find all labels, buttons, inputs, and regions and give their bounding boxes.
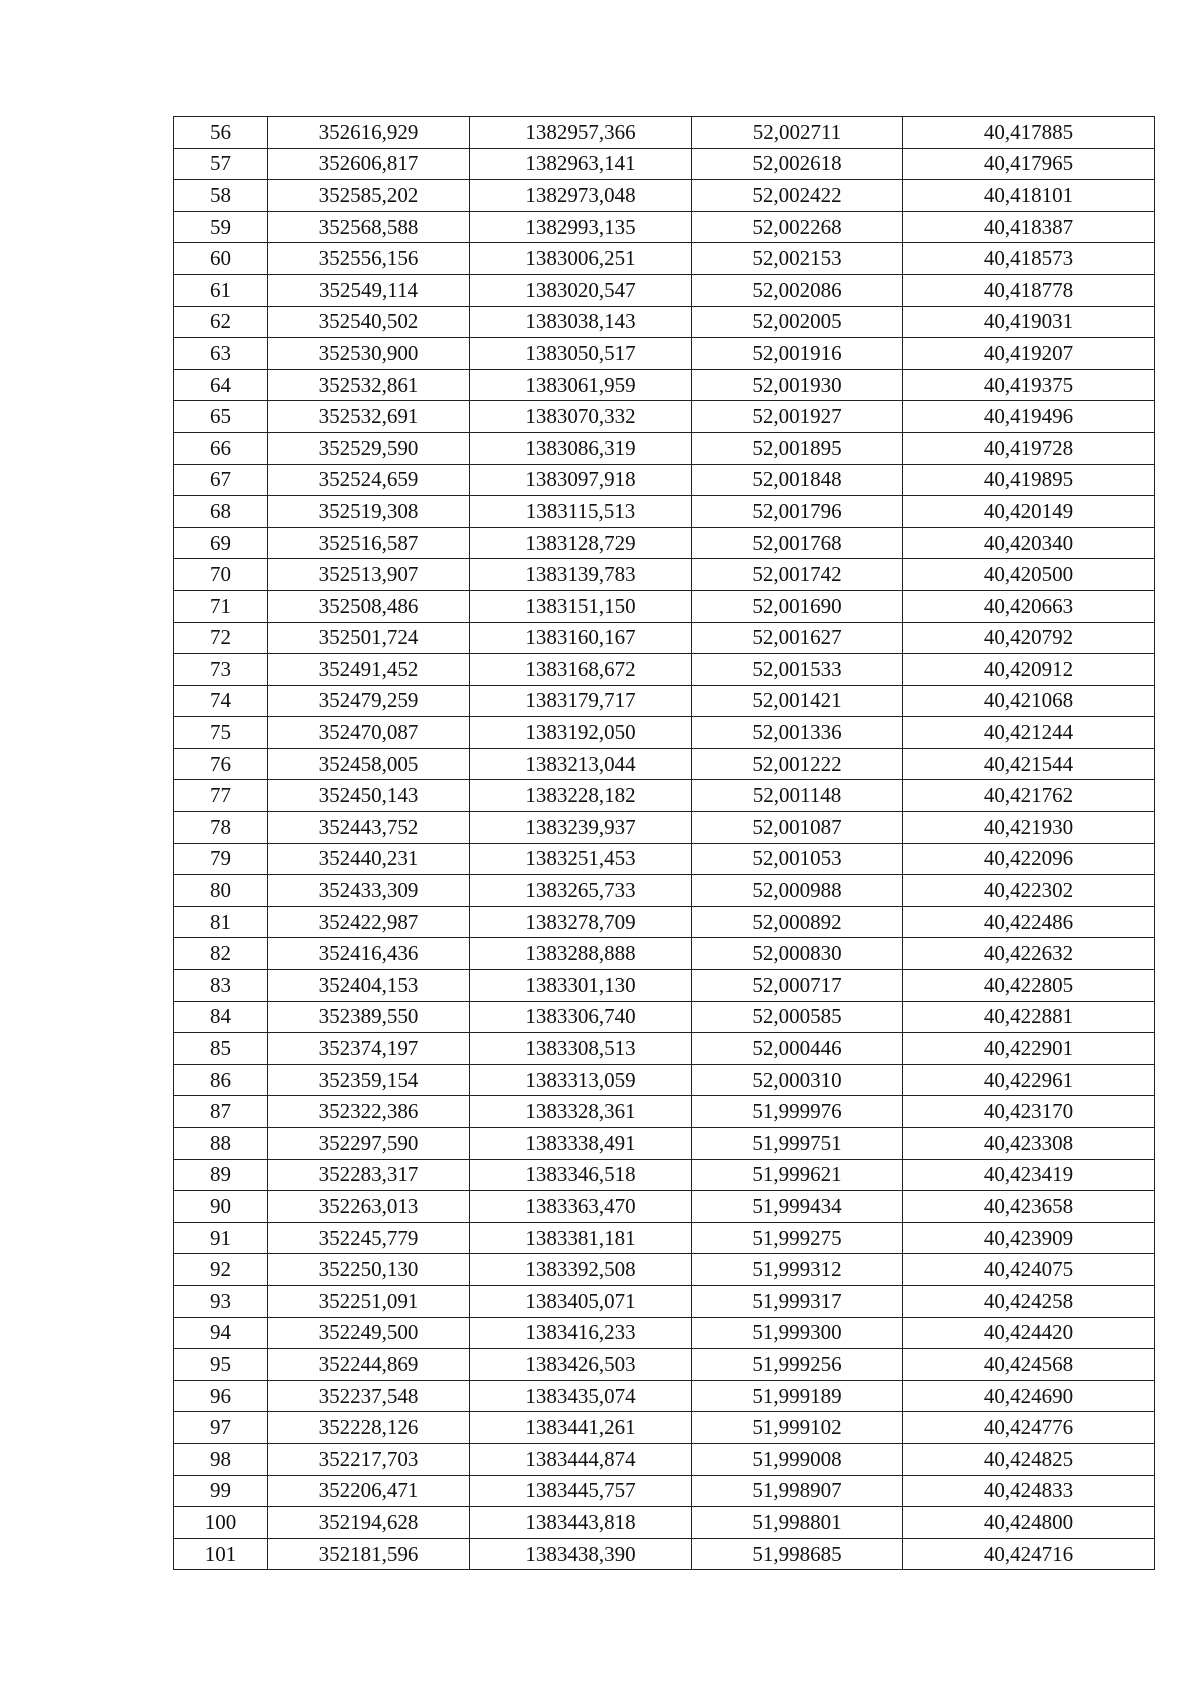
table-row — [174, 1128, 1155, 1160]
longitude-cell: 52,001690 — [692, 590, 903, 622]
point-number-cell: 72 — [174, 622, 268, 654]
longitude-cell: 51,998907 — [692, 1475, 903, 1507]
latitude-cell: 40,417965 — [903, 148, 1155, 180]
table-row — [174, 1285, 1155, 1317]
point-number-cell: 88 — [174, 1128, 268, 1160]
table-row — [174, 243, 1155, 275]
longitude-cell: 52,000310 — [692, 1064, 903, 1096]
longitude-cell: 52,002422 — [692, 180, 903, 212]
x-coordinate-cell: 352404,153 — [268, 970, 470, 1002]
table-row — [174, 1191, 1155, 1223]
y-coordinate-cell: 1383228,182 — [470, 780, 692, 812]
latitude-cell: 40,424690 — [903, 1380, 1155, 1412]
table-row — [174, 1507, 1155, 1539]
y-coordinate-cell: 1383097,918 — [470, 464, 692, 496]
table-row — [174, 1254, 1155, 1286]
point-number-cell: 93 — [174, 1285, 268, 1317]
latitude-cell: 40,421930 — [903, 812, 1155, 844]
longitude-cell: 52,001768 — [692, 527, 903, 559]
y-coordinate-cell: 1383438,390 — [470, 1538, 692, 1570]
x-coordinate-cell: 352491,452 — [268, 654, 470, 686]
point-number-cell: 57 — [174, 148, 268, 180]
latitude-cell: 40,424716 — [903, 1538, 1155, 1570]
x-coordinate-cell: 352237,548 — [268, 1380, 470, 1412]
x-coordinate-cell: 352549,114 — [268, 274, 470, 306]
latitude-cell: 40,418573 — [903, 243, 1155, 275]
y-coordinate-cell: 1383441,261 — [470, 1412, 692, 1444]
longitude-cell: 52,002005 — [692, 306, 903, 338]
x-coordinate-cell: 352508,486 — [268, 590, 470, 622]
table-row — [174, 180, 1155, 212]
latitude-cell: 40,418101 — [903, 180, 1155, 212]
x-coordinate-cell: 352322,386 — [268, 1096, 470, 1128]
x-coordinate-cell: 352206,471 — [268, 1475, 470, 1507]
longitude-cell: 51,999008 — [692, 1443, 903, 1475]
longitude-cell: 51,999976 — [692, 1096, 903, 1128]
y-coordinate-cell: 1383443,818 — [470, 1507, 692, 1539]
y-coordinate-cell: 1383213,044 — [470, 748, 692, 780]
y-coordinate-cell: 1383251,453 — [470, 843, 692, 875]
point-number-cell: 73 — [174, 654, 268, 686]
point-number-cell: 71 — [174, 590, 268, 622]
table-row — [174, 843, 1155, 875]
y-coordinate-cell: 1383392,508 — [470, 1254, 692, 1286]
latitude-cell: 40,424833 — [903, 1475, 1155, 1507]
x-coordinate-cell: 352251,091 — [268, 1285, 470, 1317]
y-coordinate-cell: 1383381,181 — [470, 1222, 692, 1254]
point-number-cell: 63 — [174, 338, 268, 370]
point-number-cell: 99 — [174, 1475, 268, 1507]
y-coordinate-cell: 1383160,167 — [470, 622, 692, 654]
y-coordinate-cell: 1383086,319 — [470, 432, 692, 464]
point-number-cell: 78 — [174, 812, 268, 844]
y-coordinate-cell: 1383151,150 — [470, 590, 692, 622]
latitude-cell: 40,422302 — [903, 875, 1155, 907]
point-number-cell: 82 — [174, 938, 268, 970]
latitude-cell: 40,419496 — [903, 401, 1155, 433]
table-row — [174, 1475, 1155, 1507]
table-row — [174, 1443, 1155, 1475]
x-coordinate-cell: 352244,869 — [268, 1349, 470, 1381]
latitude-cell: 40,423170 — [903, 1096, 1155, 1128]
x-coordinate-cell: 352479,259 — [268, 685, 470, 717]
y-coordinate-cell: 1383020,547 — [470, 274, 692, 306]
x-coordinate-cell: 352606,817 — [268, 148, 470, 180]
x-coordinate-cell: 352532,861 — [268, 369, 470, 401]
x-coordinate-cell: 352450,143 — [268, 780, 470, 812]
longitude-cell: 52,002268 — [692, 211, 903, 243]
point-number-cell: 92 — [174, 1254, 268, 1286]
latitude-cell: 40,422881 — [903, 1001, 1155, 1033]
longitude-cell: 52,001742 — [692, 559, 903, 591]
point-number-cell: 101 — [174, 1538, 268, 1570]
y-coordinate-cell: 1383306,740 — [470, 1001, 692, 1033]
latitude-cell: 40,418778 — [903, 274, 1155, 306]
latitude-cell: 40,422632 — [903, 938, 1155, 970]
latitude-cell: 40,422901 — [903, 1033, 1155, 1065]
latitude-cell: 40,424075 — [903, 1254, 1155, 1286]
latitude-cell: 40,420340 — [903, 527, 1155, 559]
latitude-cell: 40,423308 — [903, 1128, 1155, 1160]
latitude-cell: 40,423419 — [903, 1159, 1155, 1191]
x-coordinate-cell: 352540,502 — [268, 306, 470, 338]
point-number-cell: 85 — [174, 1033, 268, 1065]
longitude-cell: 51,999256 — [692, 1349, 903, 1381]
x-coordinate-cell: 352529,590 — [268, 432, 470, 464]
x-coordinate-cell: 352374,197 — [268, 1033, 470, 1065]
longitude-cell: 52,001148 — [692, 780, 903, 812]
y-coordinate-cell: 1383179,717 — [470, 685, 692, 717]
latitude-cell: 40,420149 — [903, 496, 1155, 528]
longitude-cell: 52,001336 — [692, 717, 903, 749]
point-number-cell: 86 — [174, 1064, 268, 1096]
point-number-cell: 90 — [174, 1191, 268, 1223]
y-coordinate-cell: 1383192,050 — [470, 717, 692, 749]
point-number-cell: 91 — [174, 1222, 268, 1254]
longitude-cell: 52,001222 — [692, 748, 903, 780]
longitude-cell: 52,001087 — [692, 812, 903, 844]
longitude-cell: 51,999102 — [692, 1412, 903, 1444]
latitude-cell: 40,420912 — [903, 654, 1155, 686]
x-coordinate-cell: 352194,628 — [268, 1507, 470, 1539]
table-row — [174, 1033, 1155, 1065]
x-coordinate-cell: 352228,126 — [268, 1412, 470, 1444]
x-coordinate-cell: 352422,987 — [268, 906, 470, 938]
longitude-cell: 52,002618 — [692, 148, 903, 180]
latitude-cell: 40,419728 — [903, 432, 1155, 464]
table-row — [174, 1064, 1155, 1096]
table-row — [174, 1380, 1155, 1412]
y-coordinate-cell: 1383239,937 — [470, 812, 692, 844]
table-row — [174, 117, 1155, 149]
latitude-cell: 40,420500 — [903, 559, 1155, 591]
point-number-cell: 98 — [174, 1443, 268, 1475]
point-number-cell: 66 — [174, 432, 268, 464]
table-row — [174, 1538, 1155, 1570]
x-coordinate-cell: 352359,154 — [268, 1064, 470, 1096]
latitude-cell: 40,423658 — [903, 1191, 1155, 1223]
x-coordinate-cell: 352250,130 — [268, 1254, 470, 1286]
latitude-cell: 40,419375 — [903, 369, 1155, 401]
x-coordinate-cell: 352458,005 — [268, 748, 470, 780]
x-coordinate-cell: 352532,691 — [268, 401, 470, 433]
point-number-cell: 74 — [174, 685, 268, 717]
longitude-cell: 52,001421 — [692, 685, 903, 717]
longitude-cell: 51,999312 — [692, 1254, 903, 1286]
point-number-cell: 61 — [174, 274, 268, 306]
point-number-cell: 62 — [174, 306, 268, 338]
x-coordinate-cell: 352516,587 — [268, 527, 470, 559]
y-coordinate-cell: 1383338,491 — [470, 1128, 692, 1160]
point-number-cell: 84 — [174, 1001, 268, 1033]
y-coordinate-cell: 1383308,513 — [470, 1033, 692, 1065]
table-row — [174, 590, 1155, 622]
longitude-cell: 52,002086 — [692, 274, 903, 306]
latitude-cell: 40,420792 — [903, 622, 1155, 654]
point-number-cell: 70 — [174, 559, 268, 591]
x-coordinate-cell: 352389,550 — [268, 1001, 470, 1033]
latitude-cell: 40,419031 — [903, 306, 1155, 338]
longitude-cell: 52,002153 — [692, 243, 903, 275]
y-coordinate-cell: 1383139,783 — [470, 559, 692, 591]
latitude-cell: 40,424258 — [903, 1285, 1155, 1317]
x-coordinate-cell: 352249,500 — [268, 1317, 470, 1349]
table-row — [174, 464, 1155, 496]
x-coordinate-cell: 352568,588 — [268, 211, 470, 243]
point-number-cell: 83 — [174, 970, 268, 1002]
coordinates-table — [173, 116, 1155, 1570]
table-row — [174, 1349, 1155, 1381]
point-number-cell: 56 — [174, 117, 268, 149]
table-row — [174, 622, 1155, 654]
x-coordinate-cell: 352217,703 — [268, 1443, 470, 1475]
y-coordinate-cell: 1383115,513 — [470, 496, 692, 528]
table-row — [174, 148, 1155, 180]
table-row — [174, 338, 1155, 370]
table-row — [174, 1159, 1155, 1191]
longitude-cell: 52,000446 — [692, 1033, 903, 1065]
point-number-cell: 79 — [174, 843, 268, 875]
point-number-cell: 65 — [174, 401, 268, 433]
x-coordinate-cell: 352616,929 — [268, 117, 470, 149]
x-coordinate-cell: 352297,590 — [268, 1128, 470, 1160]
table-row — [174, 559, 1155, 591]
y-coordinate-cell: 1383426,503 — [470, 1349, 692, 1381]
point-number-cell: 64 — [174, 369, 268, 401]
x-coordinate-cell: 352440,231 — [268, 843, 470, 875]
y-coordinate-cell: 1382993,135 — [470, 211, 692, 243]
x-coordinate-cell: 352181,596 — [268, 1538, 470, 1570]
latitude-cell: 40,424420 — [903, 1317, 1155, 1349]
table-row — [174, 685, 1155, 717]
point-number-cell: 89 — [174, 1159, 268, 1191]
latitude-cell: 40,420663 — [903, 590, 1155, 622]
table-row — [174, 211, 1155, 243]
point-number-cell: 59 — [174, 211, 268, 243]
point-number-cell: 77 — [174, 780, 268, 812]
table-row — [174, 1412, 1155, 1444]
table-row — [174, 496, 1155, 528]
longitude-cell: 51,999300 — [692, 1317, 903, 1349]
longitude-cell: 52,001927 — [692, 401, 903, 433]
x-coordinate-cell: 352501,724 — [268, 622, 470, 654]
x-coordinate-cell: 352556,156 — [268, 243, 470, 275]
table-row — [174, 527, 1155, 559]
point-number-cell: 95 — [174, 1349, 268, 1381]
y-coordinate-cell: 1382973,048 — [470, 180, 692, 212]
y-coordinate-cell: 1383301,130 — [470, 970, 692, 1002]
point-number-cell: 81 — [174, 906, 268, 938]
latitude-cell: 40,421068 — [903, 685, 1155, 717]
y-coordinate-cell: 1383128,729 — [470, 527, 692, 559]
latitude-cell: 40,418387 — [903, 211, 1155, 243]
table-row — [174, 938, 1155, 970]
longitude-cell: 52,001895 — [692, 432, 903, 464]
x-coordinate-cell: 352470,087 — [268, 717, 470, 749]
y-coordinate-cell: 1383416,233 — [470, 1317, 692, 1349]
table-row — [174, 1222, 1155, 1254]
table-row — [174, 654, 1155, 686]
latitude-cell: 40,424568 — [903, 1349, 1155, 1381]
point-number-cell: 60 — [174, 243, 268, 275]
latitude-cell: 40,422961 — [903, 1064, 1155, 1096]
x-coordinate-cell: 352585,202 — [268, 180, 470, 212]
y-coordinate-cell: 1383346,518 — [470, 1159, 692, 1191]
longitude-cell: 52,002711 — [692, 117, 903, 149]
table-row — [174, 369, 1155, 401]
latitude-cell: 40,422486 — [903, 906, 1155, 938]
longitude-cell: 51,999621 — [692, 1159, 903, 1191]
point-number-cell: 67 — [174, 464, 268, 496]
x-coordinate-cell: 352443,752 — [268, 812, 470, 844]
longitude-cell: 52,000585 — [692, 1001, 903, 1033]
table-row — [174, 1317, 1155, 1349]
table-row — [174, 717, 1155, 749]
x-coordinate-cell: 352433,309 — [268, 875, 470, 907]
latitude-cell: 40,422096 — [903, 843, 1155, 875]
point-number-cell: 97 — [174, 1412, 268, 1444]
y-coordinate-cell: 1383288,888 — [470, 938, 692, 970]
point-number-cell: 58 — [174, 180, 268, 212]
y-coordinate-cell: 1382957,366 — [470, 117, 692, 149]
y-coordinate-cell: 1383050,517 — [470, 338, 692, 370]
longitude-cell: 52,000830 — [692, 938, 903, 970]
point-number-cell: 100 — [174, 1507, 268, 1539]
table-row — [174, 1096, 1155, 1128]
y-coordinate-cell: 1383061,959 — [470, 369, 692, 401]
y-coordinate-cell: 1383444,874 — [470, 1443, 692, 1475]
point-number-cell: 69 — [174, 527, 268, 559]
y-coordinate-cell: 1383435,074 — [470, 1380, 692, 1412]
longitude-cell: 51,998801 — [692, 1507, 903, 1539]
longitude-cell: 51,998685 — [692, 1538, 903, 1570]
latitude-cell: 40,419895 — [903, 464, 1155, 496]
table-row — [174, 780, 1155, 812]
y-coordinate-cell: 1383038,143 — [470, 306, 692, 338]
y-coordinate-cell: 1382963,141 — [470, 148, 692, 180]
longitude-cell: 52,001627 — [692, 622, 903, 654]
y-coordinate-cell: 1383363,470 — [470, 1191, 692, 1223]
table-row — [174, 274, 1155, 306]
table-row — [174, 306, 1155, 338]
latitude-cell: 40,421762 — [903, 780, 1155, 812]
x-coordinate-cell: 352283,317 — [268, 1159, 470, 1191]
longitude-cell: 51,999275 — [692, 1222, 903, 1254]
point-number-cell: 94 — [174, 1317, 268, 1349]
latitude-cell: 40,424800 — [903, 1507, 1155, 1539]
latitude-cell: 40,424776 — [903, 1412, 1155, 1444]
longitude-cell: 52,000988 — [692, 875, 903, 907]
latitude-cell: 40,421544 — [903, 748, 1155, 780]
latitude-cell: 40,419207 — [903, 338, 1155, 370]
x-coordinate-cell: 352519,308 — [268, 496, 470, 528]
point-number-cell: 80 — [174, 875, 268, 907]
y-coordinate-cell: 1383006,251 — [470, 243, 692, 275]
x-coordinate-cell: 352263,013 — [268, 1191, 470, 1223]
y-coordinate-cell: 1383278,709 — [470, 906, 692, 938]
longitude-cell: 52,001796 — [692, 496, 903, 528]
longitude-cell: 52,001930 — [692, 369, 903, 401]
latitude-cell: 40,423909 — [903, 1222, 1155, 1254]
x-coordinate-cell: 352530,900 — [268, 338, 470, 370]
longitude-cell: 52,000892 — [692, 906, 903, 938]
latitude-cell: 40,422805 — [903, 970, 1155, 1002]
y-coordinate-cell: 1383265,733 — [470, 875, 692, 907]
longitude-cell: 52,001533 — [692, 654, 903, 686]
table-row — [174, 432, 1155, 464]
longitude-cell: 51,999434 — [692, 1191, 903, 1223]
table-row — [174, 875, 1155, 907]
longitude-cell: 52,001916 — [692, 338, 903, 370]
point-number-cell: 76 — [174, 748, 268, 780]
x-coordinate-cell: 352416,436 — [268, 938, 470, 970]
longitude-cell: 52,000717 — [692, 970, 903, 1002]
table-row — [174, 748, 1155, 780]
table-row — [174, 906, 1155, 938]
latitude-cell: 40,424825 — [903, 1443, 1155, 1475]
y-coordinate-cell: 1383405,071 — [470, 1285, 692, 1317]
point-number-cell: 96 — [174, 1380, 268, 1412]
table-row — [174, 812, 1155, 844]
longitude-cell: 51,999189 — [692, 1380, 903, 1412]
latitude-cell: 40,421244 — [903, 717, 1155, 749]
y-coordinate-cell: 1383328,361 — [470, 1096, 692, 1128]
x-coordinate-cell: 352513,907 — [268, 559, 470, 591]
point-number-cell: 75 — [174, 717, 268, 749]
table-row — [174, 970, 1155, 1002]
longitude-cell: 51,999751 — [692, 1128, 903, 1160]
y-coordinate-cell: 1383313,059 — [470, 1064, 692, 1096]
longitude-cell: 51,999317 — [692, 1285, 903, 1317]
x-coordinate-cell: 352524,659 — [268, 464, 470, 496]
coordinates-table-body — [174, 117, 1155, 1570]
x-coordinate-cell: 352245,779 — [268, 1222, 470, 1254]
y-coordinate-cell: 1383168,672 — [470, 654, 692, 686]
longitude-cell: 52,001848 — [692, 464, 903, 496]
y-coordinate-cell: 1383070,332 — [470, 401, 692, 433]
table-row — [174, 1001, 1155, 1033]
point-number-cell: 87 — [174, 1096, 268, 1128]
table-row — [174, 401, 1155, 433]
latitude-cell: 40,417885 — [903, 117, 1155, 149]
longitude-cell: 52,001053 — [692, 843, 903, 875]
point-number-cell: 68 — [174, 496, 268, 528]
y-coordinate-cell: 1383445,757 — [470, 1475, 692, 1507]
